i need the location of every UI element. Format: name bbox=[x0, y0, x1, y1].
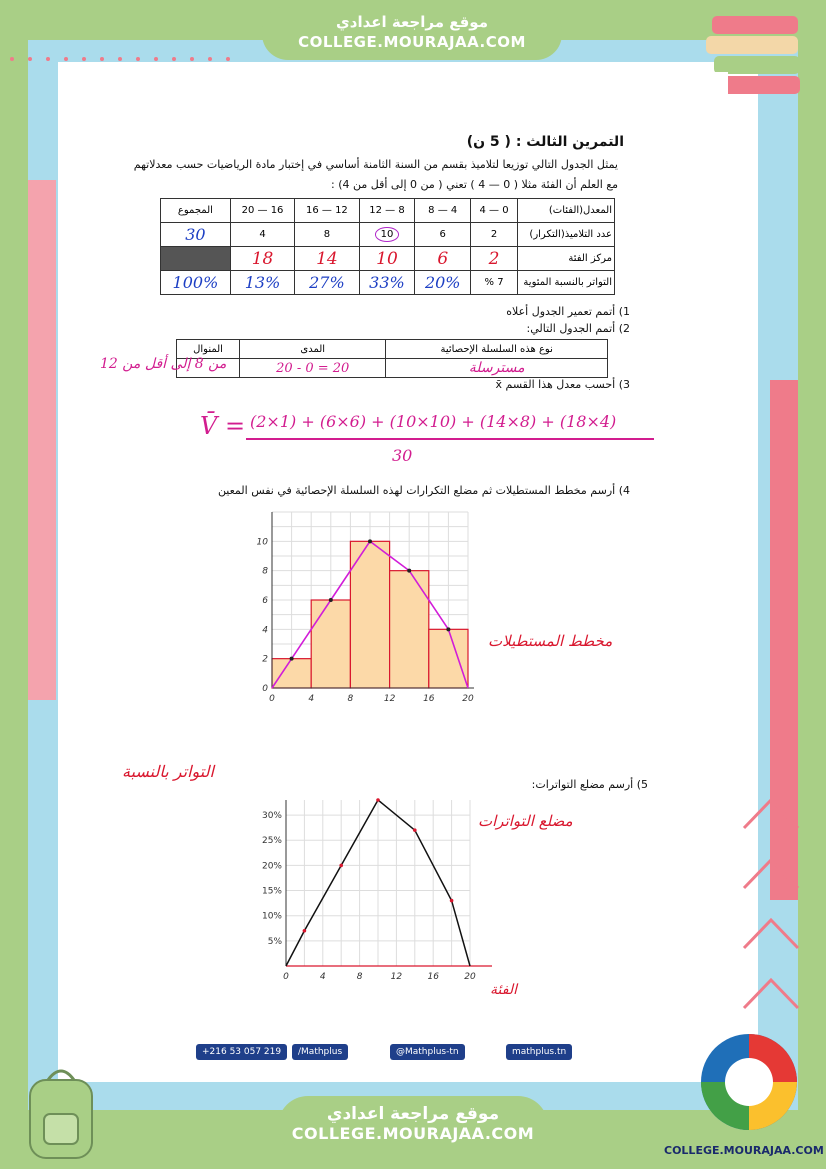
x-tick-label: 20 bbox=[462, 694, 474, 704]
class-cell: 0 — 4 bbox=[471, 199, 518, 223]
social-youtube[interactable]: @Mathplus-tn bbox=[390, 1044, 465, 1060]
formula-lhs: V̄ = bbox=[200, 412, 246, 440]
histogram-chart bbox=[250, 505, 490, 710]
header-cell: نوع هذه السلسلة الإحصائية bbox=[386, 340, 608, 359]
row-label: عدد التلاميذ(التكرار) bbox=[518, 223, 615, 247]
footer-logo-text: COLLEGE.MOURAJAA.COM bbox=[664, 1144, 824, 1157]
table-row bbox=[161, 223, 615, 247]
histogram-bar bbox=[350, 541, 389, 688]
pink-band-left bbox=[28, 180, 56, 700]
polygon-point bbox=[368, 539, 372, 543]
intro-line-2: مع العلم أن الفئة مثلا ( 0 — 4 ) تعني ( من 0 إلى أقل من 4) : bbox=[331, 178, 618, 191]
y-tick-label: 8 bbox=[262, 566, 268, 577]
center-cell: 18 bbox=[230, 247, 294, 271]
polygon-point bbox=[376, 798, 380, 802]
question-4: 4) أرسم مخطط المستطيلات ثم مضلع التكرارات لهذه السلسلة الإحصائية في نفس المعين bbox=[217, 484, 630, 497]
exercise-title: التمرين الثالث : ( 5 ن) bbox=[466, 134, 624, 150]
y-tick-label: 25% bbox=[261, 836, 282, 847]
histogram-bar bbox=[429, 629, 468, 688]
x-tick-label: 0 bbox=[269, 694, 275, 704]
question-2: 2) أتمم الجدول التالي: bbox=[526, 322, 630, 335]
class-cell: 4 — 8 bbox=[415, 199, 471, 223]
x-tick-label: 0 bbox=[283, 972, 289, 982]
question-1: 1) أتمم تعمير الجدول أعلاه bbox=[506, 305, 630, 318]
backpack-icon bbox=[10, 1062, 110, 1162]
x-tick-label: 8 bbox=[356, 972, 363, 982]
social-phone[interactable]: +216 53 057 219 bbox=[196, 1044, 287, 1060]
y-tick-label: 5% bbox=[267, 936, 282, 947]
class-cell: المجموع bbox=[161, 199, 231, 223]
class-cell: 8 — 12 bbox=[359, 199, 415, 223]
mode-answer: من 8 إلى أقل من 12 bbox=[100, 356, 227, 372]
polygon-annotation: مضلع التواترات bbox=[478, 812, 573, 830]
social-website[interactable]: mathplus.tn bbox=[506, 1044, 572, 1060]
x-tick-label: 4 bbox=[308, 694, 315, 704]
x-tick-label: 4 bbox=[319, 972, 326, 982]
center-cell: 2 bbox=[471, 247, 518, 271]
row-label: مركز الفئة bbox=[518, 247, 615, 271]
polygon-point bbox=[339, 864, 343, 868]
table-row bbox=[177, 340, 608, 359]
count-value: 10 bbox=[375, 227, 400, 242]
freq-cell: 27% bbox=[295, 271, 359, 295]
polygon-point bbox=[450, 899, 454, 903]
header-cell: المنوال bbox=[177, 340, 240, 359]
fraction-bar bbox=[246, 438, 654, 440]
y-tick-label: 4 bbox=[262, 625, 268, 636]
footer-banner bbox=[278, 1096, 548, 1156]
decor-dots bbox=[10, 46, 244, 65]
intro-line-1: يمثل الجدول التالي توزيعا لتلاميذ بقسم من السنة الثامنة أساسي في إختبار مادة الرياضيات حسب معدلاتهم bbox=[133, 158, 618, 171]
x-tick-label: 12 bbox=[390, 972, 403, 982]
center-cell: 6 bbox=[415, 247, 471, 271]
freq-cell: 33% bbox=[359, 271, 415, 295]
row-label: التواتر بالنسبة المئوية bbox=[518, 271, 615, 295]
question-5: 5) أرسم مضلع التواترات: bbox=[531, 778, 648, 791]
y-tick-label: 10 bbox=[256, 537, 268, 548]
chevron-decor-icon bbox=[736, 790, 806, 1020]
frequency-annotation: التواتر بالنسبة bbox=[122, 762, 214, 781]
class-cell: 16 — 20 bbox=[230, 199, 294, 223]
freq-cell: 100% bbox=[161, 271, 231, 295]
table-row bbox=[161, 199, 615, 223]
y-tick-label: 10% bbox=[261, 911, 282, 922]
y-tick-label: 30% bbox=[261, 811, 282, 822]
histogram-bar bbox=[272, 659, 311, 688]
social-facebook[interactable]: /Mathplus bbox=[292, 1044, 348, 1060]
x-tick-label: 16 bbox=[427, 972, 439, 982]
count-cell: 2 bbox=[471, 223, 518, 247]
y-tick-label: 15% bbox=[261, 886, 282, 897]
histogram-annotation: مخطط المستطيلات bbox=[488, 632, 613, 650]
freq-cell: 13% bbox=[230, 271, 294, 295]
series-table bbox=[176, 339, 608, 378]
polygon-point bbox=[290, 657, 294, 661]
formula-numerator: (2×1) + (6×6) + (10×10) + (14×8) + (18×4) bbox=[250, 412, 617, 431]
header-banner bbox=[262, 6, 562, 60]
y-tick-label: 20% bbox=[261, 861, 282, 872]
header-cell: المدى bbox=[240, 340, 386, 359]
college-logo-icon bbox=[694, 1024, 804, 1142]
polygon-point bbox=[329, 598, 333, 602]
count-cell: 4 bbox=[230, 223, 294, 247]
axis-annotation: الفئة bbox=[490, 982, 517, 998]
x-tick-label: 12 bbox=[383, 694, 396, 704]
count-cell: 8 bbox=[295, 223, 359, 247]
y-tick-label: 6 bbox=[262, 596, 268, 606]
table-row bbox=[161, 247, 615, 271]
series-range: 20 - 0 = 20 bbox=[240, 359, 386, 378]
footer-site-ar: موقع مراجعة اعدادي bbox=[326, 1104, 500, 1124]
polygon-point bbox=[446, 627, 450, 631]
polygon-point bbox=[413, 828, 417, 832]
count-cell: 6 bbox=[415, 223, 471, 247]
x-tick-label: 20 bbox=[464, 972, 476, 982]
center-cell: 10 bbox=[359, 247, 415, 271]
center-cell-shaded bbox=[161, 247, 231, 271]
footer-site-en[interactable]: COLLEGE.MOURAJAA.COM bbox=[291, 1124, 535, 1143]
polygon-point bbox=[303, 929, 307, 933]
y-tick-label: 2 bbox=[262, 654, 268, 665]
header-site-en[interactable]: COLLEGE.MOURAJAA.COM bbox=[298, 33, 526, 51]
histogram-bar bbox=[390, 571, 429, 688]
histogram-bar bbox=[311, 600, 350, 688]
frequency-table bbox=[160, 198, 615, 295]
header-site-ar: موقع مراجعة اعدادي bbox=[336, 13, 488, 31]
table-row bbox=[177, 359, 608, 378]
x-tick-label: 8 bbox=[347, 694, 354, 704]
center-cell: 14 bbox=[295, 247, 359, 271]
frequency-polygon-chart bbox=[248, 790, 498, 990]
polygon-point bbox=[407, 569, 411, 573]
freq-cell: 7 % bbox=[471, 271, 518, 295]
row-label: المعدل(الفئات) bbox=[518, 199, 615, 223]
table-row bbox=[161, 271, 615, 295]
formula-denominator: 30 bbox=[392, 446, 413, 465]
freq-cell: 20% bbox=[415, 271, 471, 295]
x-tick-label: 16 bbox=[423, 694, 435, 704]
count-cell bbox=[359, 223, 415, 247]
question-3: 3) أحسب معدل هذا القسم x̄ bbox=[495, 378, 630, 391]
y-tick-label: 0 bbox=[262, 684, 268, 694]
series-type: مسترسلة bbox=[386, 359, 608, 378]
class-cell: 12 — 16 bbox=[295, 199, 359, 223]
count-cell: 30 bbox=[161, 223, 231, 247]
